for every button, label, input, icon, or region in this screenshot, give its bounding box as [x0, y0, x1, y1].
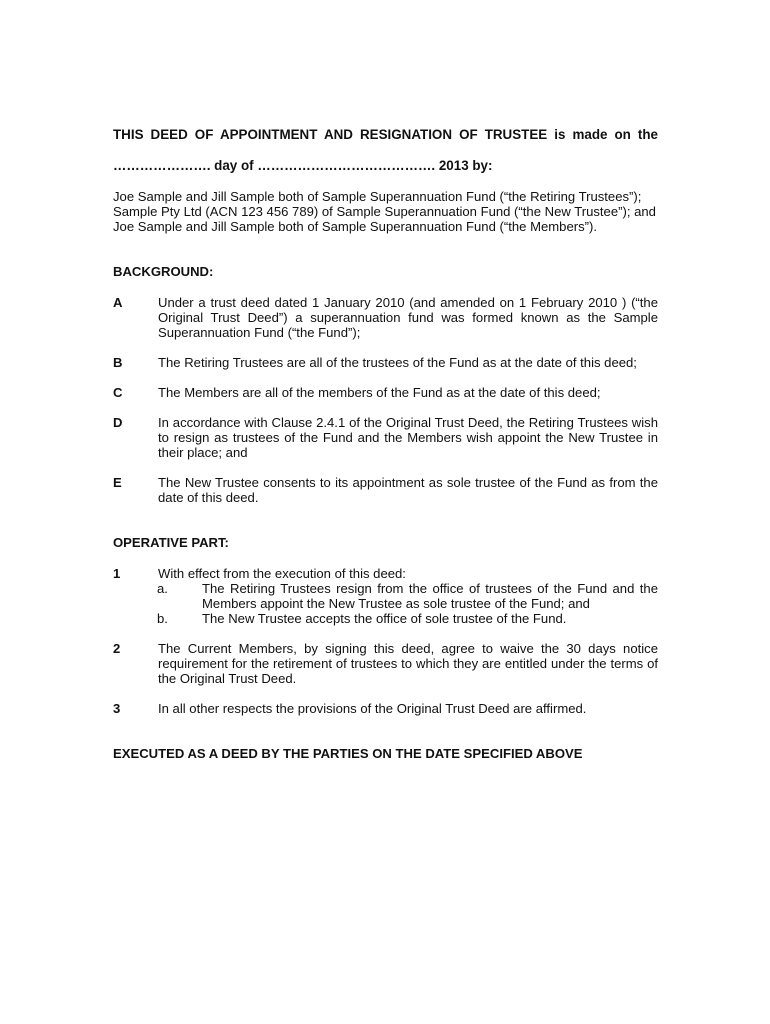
- party-members: Joe Sample and Jill Sample both of Sample Superannuation Fund (“the Members”).: [113, 219, 597, 234]
- deed-date-line: …………………. day of …………………………………. 2013 by:: [113, 158, 493, 173]
- background-item-d: [113, 415, 658, 460]
- operative-heading: OPERATIVE PART:: [113, 535, 229, 550]
- background-item-b: [113, 355, 658, 370]
- operative-item-3: [113, 701, 658, 716]
- item-text: Under a trust deed dated 1 January 2010 (and amended on 1 February 2010 ) (“the Original Trust Deed”) a superannuation fund was formed known as the Sample Superannuation Fund (“the Fund”);: [158, 295, 658, 340]
- deed-title: THIS DEED OF APPOINTMENT AND RESIGNATION OF TRUSTEE is made on the: [113, 127, 658, 142]
- item-label: 1: [113, 566, 121, 581]
- operative-item-1: [113, 566, 658, 626]
- operative-sublist: [158, 581, 658, 626]
- item-text: The Current Members, by signing this deed, agree to waive the 30 days notice requirement for the retirement of trustees to which they are entitled under the terms of the Original Trust Deed.: [158, 641, 658, 686]
- item-content: [158, 566, 658, 626]
- item-text: The Retiring Trustees are all of the trustees of the Fund as at the date of this deed;: [158, 355, 637, 370]
- party-new-trustee: Sample Pty Ltd (ACN 123 456 789) of Sample Superannuation Fund (“the New Trustee”); and: [113, 204, 656, 219]
- item-text: In all other respects the provisions of the Original Trust Deed are affirmed.: [158, 701, 587, 716]
- executed-statement: EXECUTED AS A DEED BY THE PARTIES ON THE DATE SPECIFIED ABOVE: [113, 746, 583, 761]
- parties-block: [113, 189, 658, 234]
- background-item-c: [113, 385, 658, 400]
- item-label: 3: [113, 701, 121, 716]
- item-text: The New Trustee consents to its appointment as sole trustee of the Fund as from the date of this deed.: [158, 475, 658, 505]
- item-label: B: [113, 355, 123, 370]
- item-text: With effect from the execution of this deed:: [158, 566, 406, 581]
- item-label: C: [113, 385, 123, 400]
- item-label: E: [113, 475, 122, 490]
- subitem-label: a.: [157, 581, 168, 596]
- item-label: 2: [113, 641, 121, 656]
- background-heading: BACKGROUND:: [113, 264, 214, 279]
- background-item-a: [113, 295, 658, 340]
- deed-page: [113, 127, 658, 761]
- operative-list: [113, 566, 658, 716]
- item-text: The Members are all of the members of the Fund as at the date of this deed;: [158, 385, 601, 400]
- operative-item-2: [113, 641, 658, 686]
- subitem-label: b.: [157, 611, 168, 626]
- subitem-text: The Retiring Trustees resign from the office of trustees of the Fund and the Members appoint the New Trustee as sole trustee of the Fund; and: [202, 581, 658, 611]
- background-item-e: [113, 475, 658, 505]
- subitem-text: The New Trustee accepts the office of sole trustee of the Fund.: [202, 611, 567, 626]
- subitem-b: [135, 611, 658, 626]
- item-label: D: [113, 415, 123, 430]
- party-retiring-trustees: Joe Sample and Jill Sample both of Sample Superannuation Fund (“the Retiring Trustees”);: [113, 189, 642, 204]
- background-list: [113, 295, 658, 505]
- item-label: A: [113, 295, 123, 310]
- item-text: In accordance with Clause 2.4.1 of the Original Trust Deed, the Retiring Trustees wish to resign as trustees of the Fund and the Members wish appoint the New Trustee in their place; and: [158, 415, 658, 460]
- subitem-a: [135, 581, 658, 611]
